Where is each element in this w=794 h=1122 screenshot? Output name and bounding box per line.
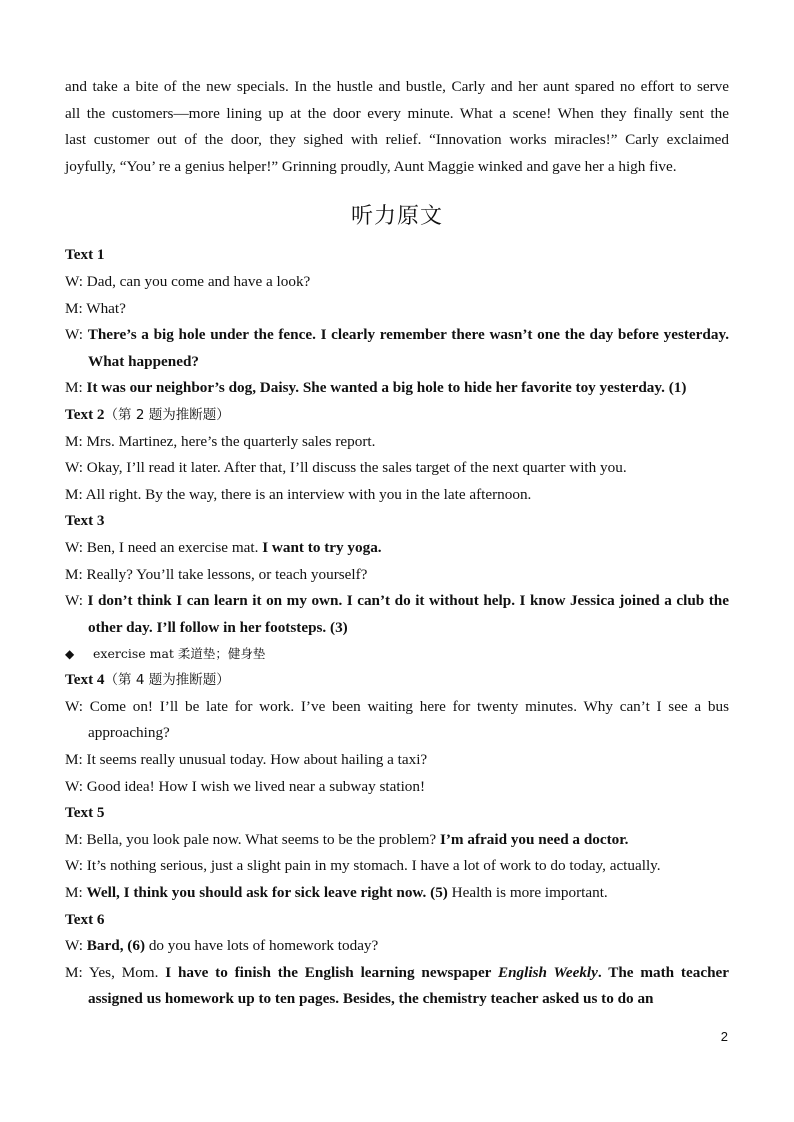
- key-sentence: . The math teacher assigned us homework up to ten pages. Besides, the chemistry teacher asked us to do an: [88, 963, 729, 1008]
- story-line: last customer out of the door, they sighed with relief. “Innovation works miracles!” Carly exclaimed: [65, 131, 729, 149]
- page-number: 2: [720, 1029, 728, 1044]
- dialogue-line: [65, 880, 729, 907]
- vocab-text: exercise mat 柔道垫；健身垫: [93, 646, 266, 662]
- dialogue-line: M: It seems really unusual today. How about hailing a taxi?: [65, 751, 428, 769]
- story-line: all the customers—more lining up at the door every minute. What a scene! When they finally sent the: [65, 104, 729, 122]
- newspaper-title: English Weekly: [497, 963, 598, 981]
- dialogue-text: M: Yes, Mom.: [65, 963, 166, 981]
- section-heading: 听力原文: [350, 204, 443, 230]
- diamond-icon: ◆: [65, 647, 75, 662]
- speaker: M:: [65, 379, 87, 397]
- inference-note: （第 2 题为推断题）: [104, 406, 230, 423]
- text-2-title-row: [65, 402, 729, 429]
- text-5-title: Text 5: [65, 804, 105, 822]
- dialogue-line: M: All right. By the way, there is an interview with you in the late afternoon.: [65, 485, 532, 503]
- key-sentence: I have to finish the English learning newspaper: [165, 963, 498, 981]
- dialogue-line: [65, 588, 729, 641]
- dialogue-text: do you have lots of homework today?: [145, 937, 379, 955]
- dialogue-text: M: Bella, you look pale now. What seems to be the problem?: [65, 830, 440, 848]
- key-sentence: I’m afraid you need a doctor.: [439, 830, 629, 848]
- speaker: W:: [65, 937, 87, 955]
- story-line: and take a bite of the new specials. In the hustle and bustle, Carly and her aunt spared no effort to serve: [65, 78, 729, 95]
- dialogue-line: [65, 322, 729, 375]
- text-4-title: Text 4: [65, 671, 105, 689]
- dialogue-line: M: What?: [65, 299, 126, 317]
- key-sentence: Bard, (6): [86, 937, 146, 955]
- key-sentence: I want to try yoga.: [262, 538, 382, 556]
- dialogue-line: W: Dad, can you come and have a look?: [65, 272, 311, 290]
- text-6-title: Text 6: [65, 910, 105, 928]
- dialogue-line: W: Come on! I’ll be late for work. I’ve been waiting here for twenty minutes. Why can’t I see a bus approaching?: [65, 697, 729, 742]
- dialogue-line: W: Okay, I’ll read it later. After that, I’ll discuss the sales target of the next quarter with you.: [65, 459, 627, 477]
- speaker: W:: [65, 326, 88, 344]
- key-sentence: It was our neighbor’s dog, Daisy. She wanted a big hole to hide her favorite toy yesterday. (1): [86, 379, 687, 397]
- dialogue-text: Health is more important.: [447, 884, 608, 902]
- key-sentence: I don’t think I can learn it on my own. I can’t do it without help. I know Jessica joined a club the other day. I’ll follow in her footsteps. (3): [87, 592, 729, 636]
- vocab-note: [65, 641, 729, 667]
- dialogue-text: W: Ben, I need an exercise mat.: [65, 538, 263, 556]
- key-sentence: There’s a big hole under the fence. I clearly remember there wasn’t one the day before yesterday. What happened?: [87, 326, 729, 370]
- dialogue-line: W: It’s nothing serious, just a slight pain in my stomach. I have a lot of work to do today, actually.: [65, 857, 661, 875]
- dialogue-line: M: Mrs. Martinez, here’s the quarterly sales report.: [65, 432, 376, 450]
- dialogue-line: [65, 933, 729, 960]
- key-sentence: Well, I think you should ask for sick leave right now. (5): [86, 884, 448, 902]
- text-1-title: Text 1: [65, 246, 105, 264]
- speaker: M:: [65, 884, 87, 902]
- inference-note: （第 4 题为推断题）: [104, 672, 230, 689]
- dialogue-line: [65, 535, 729, 562]
- dialogue-line: [65, 827, 729, 854]
- speaker: W:: [65, 592, 88, 610]
- dialogue-line: [65, 960, 729, 1013]
- story-line: joyfully, “You’ re a genius helper!” Grinning proudly, Aunt Maggie winked and gave her a high five.: [65, 157, 677, 175]
- dialogue-line: M: Really? You’ll take lessons, or teach yourself?: [65, 565, 368, 583]
- dialogue-line: W: Good idea! How I wish we lived near a subway station!: [65, 777, 426, 795]
- document-page: [65, 74, 729, 1013]
- text-4-title-row: [65, 667, 729, 694]
- dialogue-line: [65, 375, 729, 402]
- text-3-title: Text 3: [65, 512, 105, 530]
- text-2-title: Text 2: [65, 405, 105, 423]
